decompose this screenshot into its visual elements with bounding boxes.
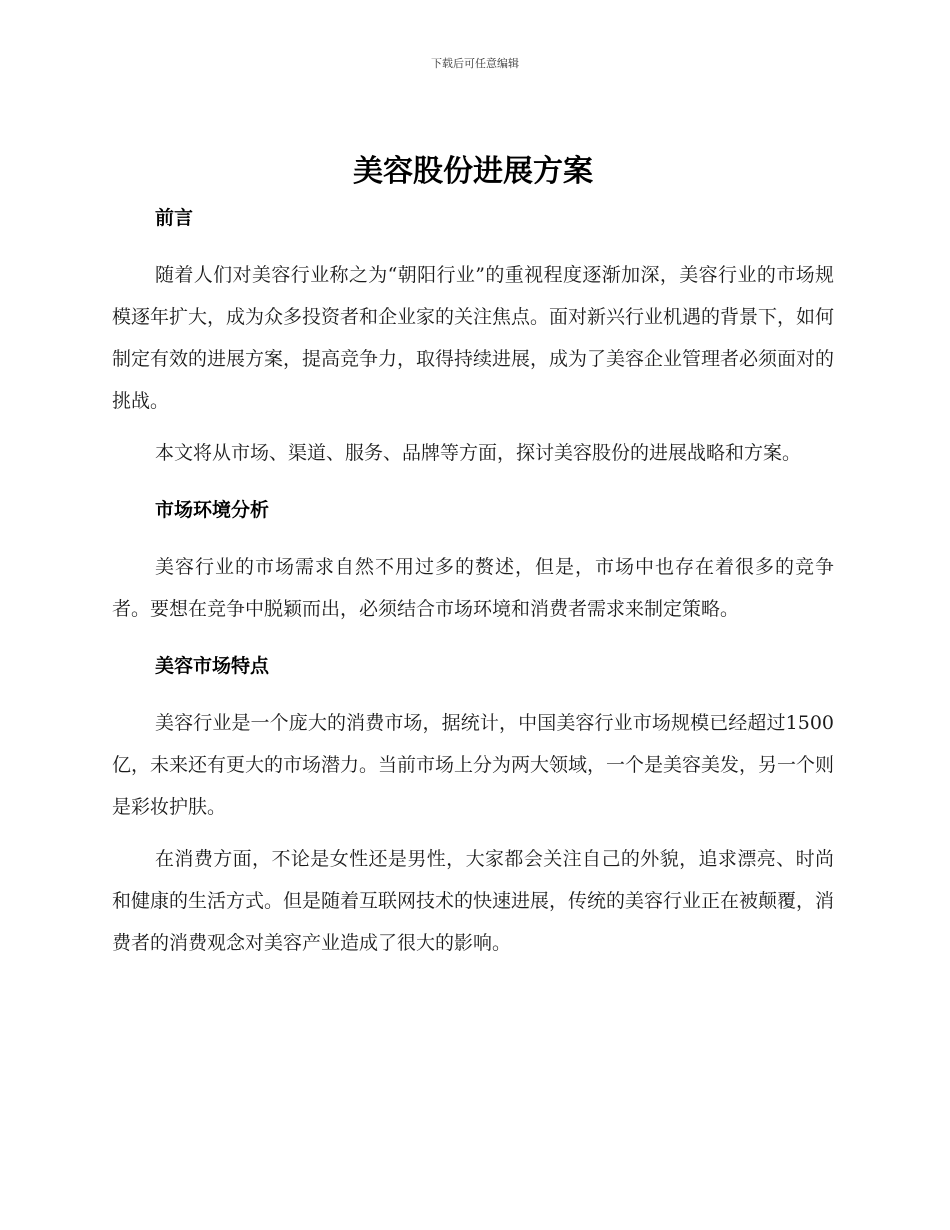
header-note: 下载后可任意编辑 (431, 57, 519, 70)
paragraph: 美容行业是一个庞大的消费市场，据统计，中国美容行业市场规模已经超过1500亿，未来还有更大的市场潜力。当前市场上分为两大领域，一个是美容美发，另一个则是彩妆护肤。 (112, 712, 835, 818)
document-body (112, 150, 834, 964)
section-heading-market-features: 美容市场特点 (155, 655, 270, 677)
document-title: 美容股份进展方案 (353, 154, 593, 189)
paragraph: 在消费方面，不论是女性还是男性，大家都会关注自己的外貌，追求漂亮、时尚和健康的生活方式。但是随着互联网技术的快速进展，传统的美容行业正在被颠覆，消费者的消费观念对美容产业造成了很大的影响。 (112, 848, 835, 954)
section-heading-preface: 前言 (155, 207, 194, 229)
paragraph: 随着人们对美容行业称之为“朝阳行业”的重视程度逐渐加深，美容行业的市场规模逐年扩大，成为众多投资者和企业家的关注焦点。面对新兴行业机遇的背景下，如何制定有效的进展方案，提高竞争力，取得持续进展，成为了美容企业管理者必须面对的挑战。 (112, 264, 835, 412)
paragraph: 美容行业的市场需求自然不用过多的赘述，但是，市场中也存在着很多的竞争者。要想在竞争中脱颖而出，必须结合市场环境和消费者需求来制定策略。 (112, 556, 834, 620)
section-heading-market-analysis: 市场环境分析 (155, 499, 270, 521)
paragraph: 本文将从市场、渠道、服务、品牌等方面，探讨美容股份的进展战略和方案。 (155, 442, 802, 464)
